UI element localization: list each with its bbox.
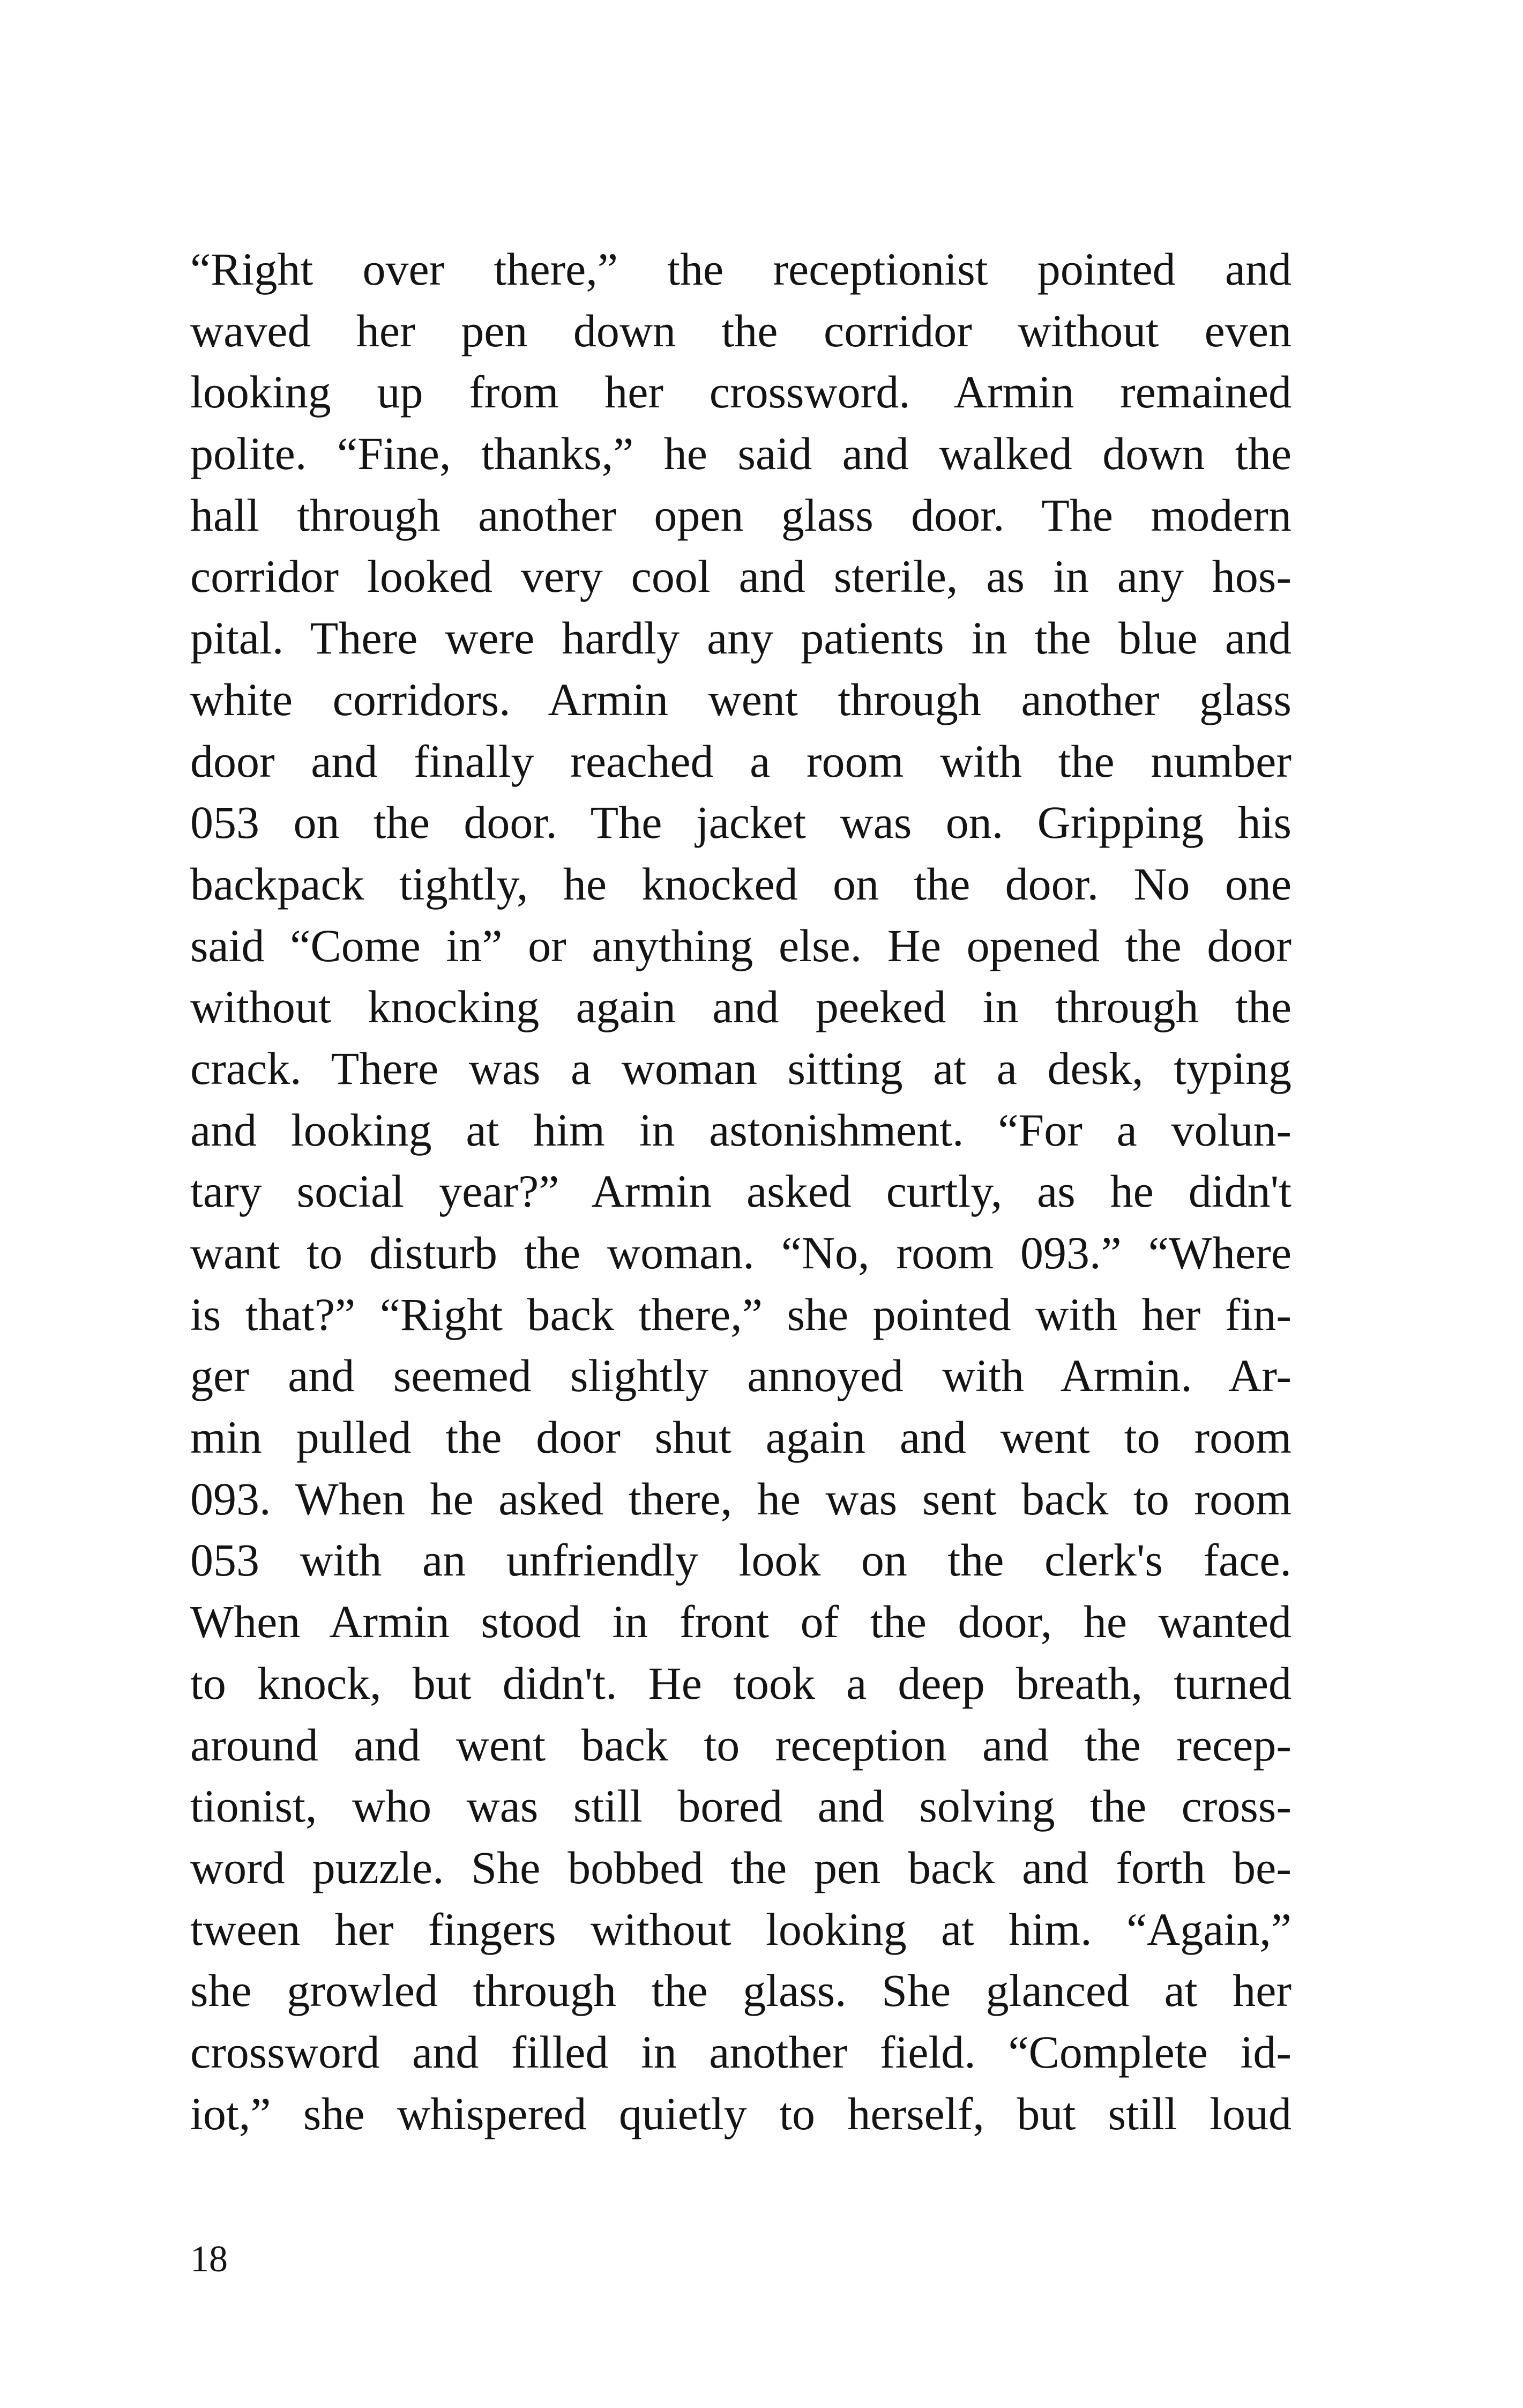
text-line: 093. When he asked there, he was sent back to room: [190, 1473, 1291, 1525]
text-line: iot,” she whispered quietly to herself, but still loud: [190, 2087, 1291, 2139]
text-line: looking up from her crossword. Armin remained: [190, 366, 1291, 418]
text-line: around and went back to reception and the recep-: [190, 1719, 1291, 1771]
text-line: is that?” “Right back there,” she pointed with her fin-: [190, 1288, 1291, 1340]
text-line: backpack tightly, he knocked on the door. No one: [190, 858, 1291, 910]
text-line: polite. “Fine, thanks,” he said and walked down the: [190, 428, 1291, 480]
text-line: ger and seemed slightly annoyed with Armin. Ar-: [190, 1350, 1291, 1402]
text-line: white corridors. Armin went through another glass: [190, 673, 1291, 725]
text-line: crack. There was a woman sitting at a desk, typing: [190, 1042, 1291, 1094]
body-text: [190, 239, 1291, 2144]
text-line: min pulled the door shut again and went to room: [190, 1411, 1291, 1463]
text-line: door and finally reached a room with the number: [190, 735, 1291, 787]
text-line: 053 on the door. The jacket was on. Gripping his: [190, 797, 1291, 849]
text-line: “Right over there,” the receptionist pointed and: [190, 243, 1291, 295]
text-line: corridor looked very cool and sterile, as in any hos-: [190, 551, 1291, 603]
text-line: tary social year?” Armin asked curtly, as he didn't: [190, 1165, 1291, 1217]
text-line: 053 with an unfriendly look on the clerk's face.: [190, 1534, 1291, 1586]
text-line: When Armin stood in front of the door, he wanted: [190, 1596, 1291, 1648]
page-number: 18: [190, 2239, 228, 2280]
text-line: she growled through the glass. She glanced at her: [190, 1965, 1291, 2017]
text-line: tionist, who was still bored and solving the cross-: [190, 1780, 1291, 1832]
text-line: want to disturb the woman. “No, room 093.” “Where: [190, 1227, 1291, 1279]
text-line: said “Come in” or anything else. He opened the door: [190, 919, 1291, 971]
text-line: tween her fingers without looking at him. “Again,”: [190, 1903, 1291, 1955]
text-line: without knocking again and peeked in through the: [190, 981, 1291, 1033]
text-line: and looking at him in astonishment. “For a volun-: [190, 1104, 1291, 1156]
text-line: hall through another open glass door. The modern: [190, 489, 1291, 541]
text-line: pital. There were hardly any patients in the blue and: [190, 612, 1291, 664]
text-line: crossword and filled in another field. “Complete id-: [190, 2026, 1291, 2078]
text-line: waved her pen down the corridor without even: [190, 304, 1291, 356]
text-line: to knock, but didn't. He took a deep breath, turned: [190, 1657, 1291, 1709]
text-line: word puzzle. She bobbed the pen back and forth be-: [190, 1841, 1291, 1893]
